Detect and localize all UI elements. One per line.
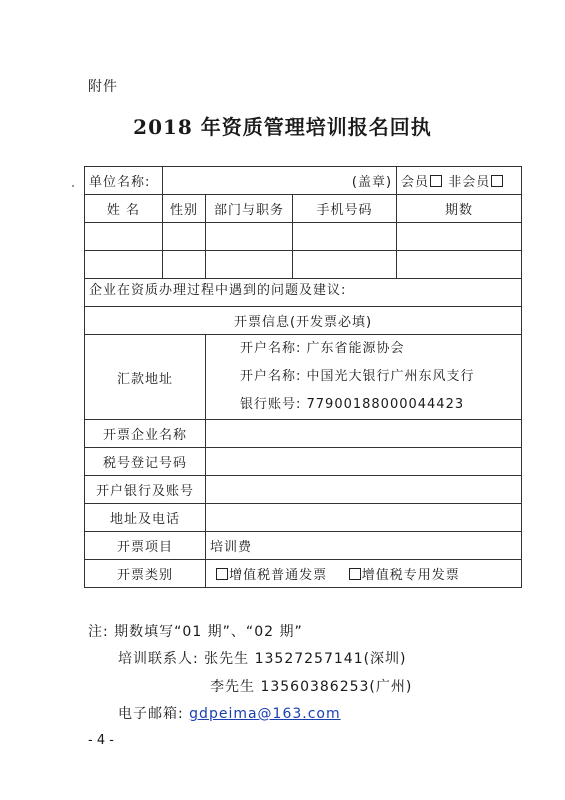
participant-session-cell[interactable] bbox=[397, 251, 522, 279]
participant-name-cell[interactable] bbox=[85, 251, 163, 279]
participant-department-cell[interactable] bbox=[206, 223, 293, 251]
unit-name-label: 单位名称: bbox=[85, 167, 163, 195]
remittance-bank-name: 开户名称: 中国光大银行广州东风支行 bbox=[240, 369, 475, 384]
header-name: 姓 名 bbox=[85, 195, 163, 223]
participant-phone-cell[interactable] bbox=[293, 251, 397, 279]
scan-speck bbox=[72, 185, 74, 187]
remittance-account-number: 银行账号: 77900188000044423 bbox=[240, 397, 465, 412]
contact-line-1: 培训联系人: 张先生 13527257141(深圳) bbox=[118, 651, 407, 667]
bank-account-field[interactable] bbox=[206, 476, 522, 504]
problems-label: 企业在资质办理过程中遇到的问题及建议: bbox=[89, 283, 347, 298]
contact-line-2: 李先生 13560386253(广州) bbox=[210, 679, 413, 695]
unit-name-field[interactable] bbox=[163, 167, 397, 195]
tax-id-label: 税号登记号码 bbox=[85, 448, 206, 476]
ordinary-invoice-checkbox[interactable] bbox=[216, 568, 228, 580]
non-member-label: 非会员 bbox=[448, 175, 491, 190]
header-gender: 性别 bbox=[163, 195, 206, 223]
email-row bbox=[118, 703, 341, 723]
participant-gender-cell[interactable] bbox=[163, 251, 206, 279]
invoice-item-value: 培训费 bbox=[206, 532, 522, 560]
attachment-label: 附件 bbox=[88, 79, 118, 95]
tax-id-row bbox=[85, 448, 522, 476]
participant-gender-cell[interactable] bbox=[163, 223, 206, 251]
registration-form-table bbox=[84, 166, 522, 588]
invoice-company-label: 开票企业名称 bbox=[85, 420, 206, 448]
header-session: 期数 bbox=[397, 195, 522, 223]
invoice-company-row bbox=[85, 420, 522, 448]
participant-phone-cell[interactable] bbox=[293, 223, 397, 251]
remittance-details bbox=[206, 335, 522, 420]
unit-name-row bbox=[85, 167, 522, 195]
remittance-account-name: 开户名称: 广东省能源协会 bbox=[240, 341, 405, 356]
participant-session-cell[interactable] bbox=[397, 223, 522, 251]
problems-field[interactable] bbox=[85, 279, 522, 307]
non-member-checkbox[interactable] bbox=[491, 175, 503, 187]
header-department: 部门与职务 bbox=[206, 195, 293, 223]
participant-department-cell[interactable] bbox=[206, 251, 293, 279]
member-label: 会员 bbox=[401, 175, 430, 190]
participant-name-cell[interactable] bbox=[85, 223, 163, 251]
invoice-type-options bbox=[206, 560, 522, 588]
email-label: 电子邮箱: bbox=[118, 706, 184, 722]
address-phone-row bbox=[85, 504, 522, 532]
seal-label: (盖章) bbox=[351, 175, 393, 190]
remittance-row bbox=[85, 335, 522, 420]
invoice-item-row bbox=[85, 532, 522, 560]
bank-account-label: 开户银行及账号 bbox=[85, 476, 206, 504]
header-phone: 手机号码 bbox=[293, 195, 397, 223]
participant-row bbox=[85, 251, 522, 279]
bank-account-row bbox=[85, 476, 522, 504]
document-title: 2018 年资质管理培训报名回执 bbox=[133, 115, 432, 139]
special-invoice-label: 增值税专用发票 bbox=[361, 568, 460, 583]
header-row bbox=[85, 195, 522, 223]
invoice-info-heading: 开票信息(开发票必填) bbox=[85, 307, 522, 335]
ordinary-invoice-label: 增值税普通发票 bbox=[229, 568, 328, 583]
page-number: - 4 - bbox=[88, 733, 114, 748]
invoice-type-row bbox=[85, 560, 522, 588]
special-invoice-checkbox[interactable] bbox=[349, 568, 361, 580]
problems-row bbox=[85, 279, 522, 307]
session-note: 注: 期数填写“01 期”、“02 期” bbox=[88, 624, 303, 640]
participant-row bbox=[85, 223, 522, 251]
email-link[interactable]: gdpeima@163.com bbox=[189, 706, 341, 722]
address-phone-label: 地址及电话 bbox=[85, 504, 206, 532]
membership-cell bbox=[397, 167, 522, 195]
invoice-company-field[interactable] bbox=[206, 420, 522, 448]
address-phone-field[interactable] bbox=[206, 504, 522, 532]
invoice-item-label: 开票项目 bbox=[85, 532, 206, 560]
tax-id-field[interactable] bbox=[206, 448, 522, 476]
invoice-info-row bbox=[85, 307, 522, 335]
member-checkbox[interactable] bbox=[430, 175, 442, 187]
remittance-label: 汇款地址 bbox=[85, 335, 206, 420]
invoice-type-label: 开票类别 bbox=[85, 560, 206, 588]
